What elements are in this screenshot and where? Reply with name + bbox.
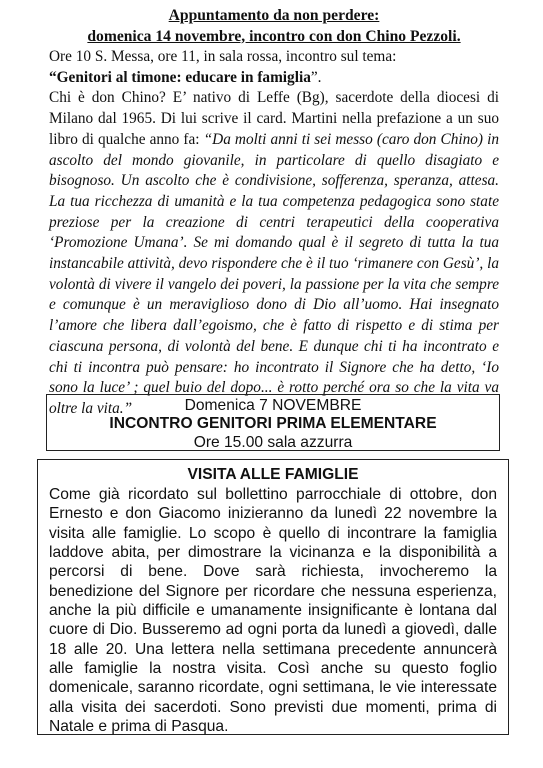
- family-visit-body: Come già ricordato sul bollettino parrocchiale di ottobre, don Ernesto e don Giacomo inizieranno da lunedì 22 novembre la visita alle famiglie. Lo scopo è quello di incontrare la famiglia laddove abita, per dimostrare la vicinanza e la disponibilità a percorsi di bene. Dove sarà richiesta, invocheremo la benedizione del Signore per ricordare che nessuna esperienza, anche la più difficile e umanamente insignificante è lontana dal cuore di Dio. Busseremo ad ogni porta da lunedì a giovedì, dalle 18 alle 20. Una lettera nella settimana precedente annuncerà alle famiglie la nostra visita. Così anche su questo foglio domenicale, saranno ricordate, ogni settimana, le vie interessate alla visita dei sacerdoti. Sono previsti due momenti, prima di Natale e prima di Pasqua.: [49, 486, 497, 736]
- intro-text: Ore 10 S. Messa, ore 11, in sala rossa, incontro sul tema:: [49, 48, 397, 65]
- article-title-line2: domenica 14 novembre, incontro con don Chino Pezzoli.: [87, 27, 461, 45]
- topic-end: ”.: [310, 68, 322, 86]
- article-body: [49, 88, 499, 419]
- meeting-title: INCONTRO GENITORI PRIMA ELEMENTARE: [109, 415, 437, 433]
- meeting-time: Ore 15.00 sala azzurra: [193, 433, 353, 451]
- meeting-date: Domenica 7 NOVEMBRE: [184, 397, 362, 414]
- article-title-line1: Appuntamento da non perdere:: [168, 7, 380, 24]
- family-visit-heading: VISITA ALLE FAMIGLIE: [187, 466, 359, 483]
- family-visit-box: [37, 459, 509, 735]
- topic-title: “Genitori al timone: educare in famiglia: [49, 68, 311, 86]
- article-intro: [49, 47, 499, 88]
- article-section: [49, 6, 499, 420]
- martini-quote: “Da molti anni ti sei messo (caro don Chino) in ascolto del mondo giovanile, in particolare di quello disagiato e bisognoso. Un ascolto che è condivisione, sofferenza, speranza, attesa. La tua ricchezza di umanità e la tua competenza pedagogica sono state preziose per la creazione di centri terapeutici della cooperativa ‘Promozione Umana’. Se mi domando qual è il segreto di tutta la tua instancabile attività, devo rispondere che è il tuo ‘rimanere con Gesù’, la volontà di vivere il vangelo dei poveri, la passione per la vita che sempre e comunque è un meraviglioso dono di Dio all’uomo. Hai insegnato l’amore che libera dall’egoismo, che è fatto di rispetto e di stima per ciascuna persona, di volontà del bene. E dunque chi ti ha incontrato e chi ti incontra può pensare: ho incontrato il Signore che ha detto, ‘Io sono la luce’ ; quel buio del dopo... è rotto perché ora so che la vita va oltre la vita.”: [49, 130, 500, 417]
- parents-meeting-box: [46, 394, 500, 451]
- bio-text: Chi è don Chino? E’ nativo di Leffe (Bg), sacerdote della diocesi di Milano dal 1965. Di lui scrive il card. Martini nella prefazione a un suo libro di qualche anno fa:: [49, 89, 499, 148]
